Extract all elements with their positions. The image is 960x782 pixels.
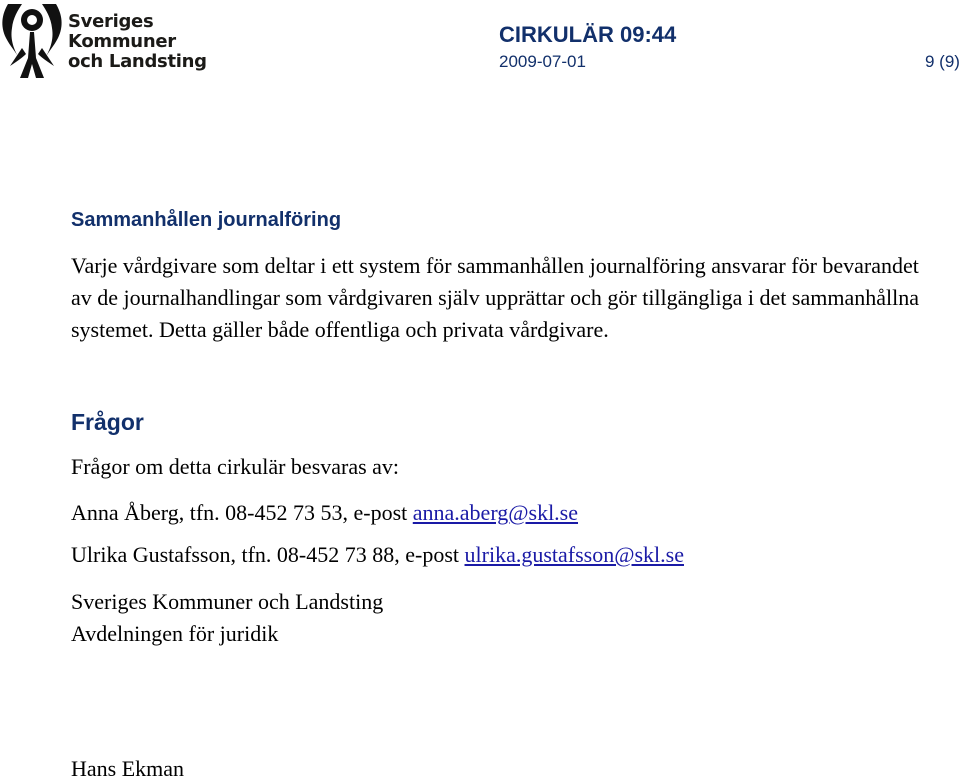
contact-email-link[interactable]: ulrika.gustafsson@skl.se [464,542,684,567]
document-date: 2009-07-01 [499,52,586,71]
logo-line-1: Sveriges [68,11,154,32]
circular-number: CIRKULÄR 09:44 [499,22,677,47]
section-paragraph-journal: Varje vårdgivare som deltar i ett system för sammanhållen journalföring ansvarar för bevarandet av de journalhandlingar som vårdgivaren själv upprättar och gör tillgängliga i det sammanhållna systemet. Detta gäller både offentliga och privata vårdgivare. [71,253,919,342]
page-number: 9 (9) [925,52,960,71]
organization-name: Sveriges Kommuner och Landsting [71,589,384,614]
contact-email-link[interactable]: anna.aberg@skl.se [412,500,579,525]
contact-details: Anna Åberg, tfn. 08-452 73 53, e-post [71,500,413,525]
contact-details: Ulrika Gustafsson, tfn. 08-452 73 88, e-post [71,542,465,567]
logo-emblem-icon [0,0,64,82]
questions-intro: Frågor om detta cirkulär besvaras av: [71,454,400,479]
organization-logo [0,0,207,82]
contact-line [71,500,578,526]
logo-line-2: Kommuner [68,31,176,52]
contact-line [71,542,684,568]
section-heading-journal: Sammanhållen journalföring [71,209,342,231]
section-heading-questions: Frågor [71,409,144,435]
logo-line-3: och Landsting [68,51,207,72]
signature-name: Hans Ekman [71,756,185,781]
department-name: Avdelningen för juridik [71,621,279,646]
